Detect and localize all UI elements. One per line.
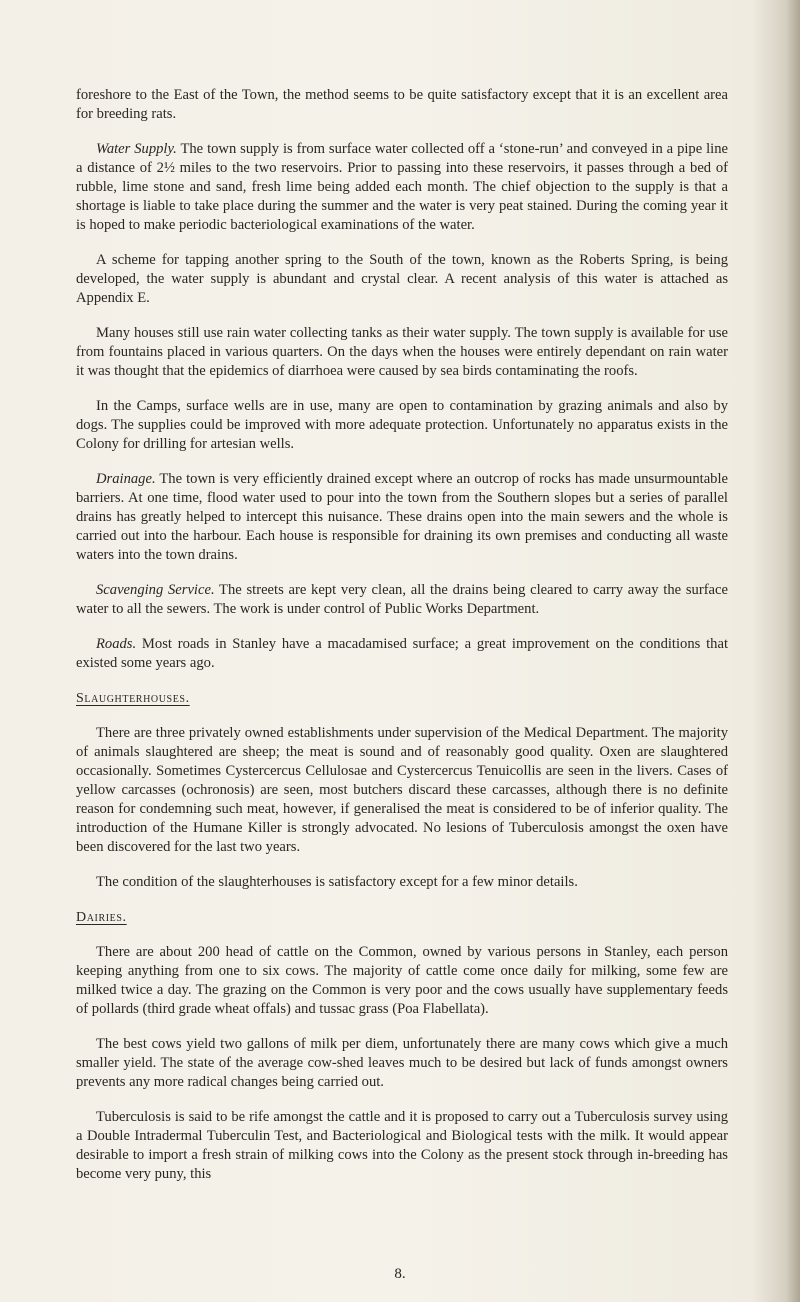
drainage-text: The town is very efficiently drained except where an outcrop of rocks has made unsurmountable barriers. At one time, flood water used to pour into the town from the Southern slopes but a series of parallel drains has greatly helped to intercept this nuisance. These drains open into the main sewers and the whole is carried out into the harbour. Each house is responsible for draining its own premises and conducting all waste waters into the town drains. [76, 471, 728, 563]
page-edge-shadow [786, 0, 800, 1302]
paragraph-dairies-1: There are about 200 head of cattle on the Common, owned by various persons in Stanley, each person keeping anything from one to six cows. The majority of cattle come once daily for milking, some few are milked twice a day. The grazing on the Common is very poor and the cows usually have supplementary feeds of pollards (third grade wheat offals) and tussac grass (Poa Flabellata). [76, 944, 728, 1017]
paragraph-dairies-3: Tuberculosis is said to be rife amongst the cattle and it is proposed to carry out a Tuberculosis survey using a Double Intradermal Tuberculin Test, and Bacteriological and Biological tests with the milk. It would appear desirable to import a fresh strain of milking cows into the Colony as the present stock through in-breeding has become very puny, this [76, 1109, 728, 1182]
paragraph-camps-wells: In the Camps, surface wells are in use, many are open to contamination by grazing animals and also by dogs. The supplies could be improved with more adequate protection. Unfortunately no apparatus exists in the Colony for drilling for artesian wells. [76, 398, 728, 452]
document-body [76, 86, 728, 1184]
page-number: 8. [394, 1266, 406, 1282]
paragraph-slaughterhouses-1: There are three privately owned establishments under supervision of the Medical Department. The majority of animals slaughtered are sheep; the meat is sound and of reasonably good quality. Oxen are slaughtered occasionally. Sometimes Cystercercus Cellulosae and Cystercercus Tenuicollis are seen in the livers. Cases of yellow carcasses (ochronosis) are seen, most butchers discard these carcasses, although there is no definite reason for condemning such meat, however, if generalised the meat is considered to be of inferior quality. The introduction of the Humane Killer is strongly advocated. No lesions of Tuberculosis amongst the oxen have been discovered for the last two years. [76, 725, 728, 855]
heading-slaughterhouses: Slaughterhouses. [76, 691, 190, 706]
paragraph-drainage [76, 470, 728, 565]
section-lead-water-supply: Water Supply. [96, 141, 177, 157]
paragraph-water-supply [76, 140, 728, 235]
section-lead-drainage: Drainage. [96, 471, 156, 487]
section-lead-scavenging: Scavenging Service. [96, 582, 215, 598]
paragraph-roads [76, 635, 728, 673]
paragraph-slaughterhouses-2: The condition of the slaughterhouses is satisfactory except for a few minor details. [96, 874, 578, 890]
paragraph-scavenging [76, 581, 728, 619]
water-supply-text: The town supply is from surface water collected off a ‘stone-run’ and conveyed in a pipe line a distance of 2½ miles to the two reservoirs. Prior to passing into these reservoirs, it passes through a bed of rubble, lime stone and sand, fresh lime being added each month. The chief objection to the supply is that a shortage is liable to take place during the summer and the water is very peat stained. During the coming year it is hoped to make periodic bacteriological examinations of the water. [76, 141, 728, 233]
paragraph-foreshore: foreshore to the East of the Town, the method seems to be quite satisfactory except that it is an excellent area for breeding rats. [76, 87, 728, 122]
paragraph-rain-water: Many houses still use rain water collecting tanks as their water supply. The town supply is available for use from fountains placed in various quarters. On the days when the houses were entirely dependant on rain water it was thought that the epidemics of diarrhoea were caused by sea birds contaminating the roofs. [76, 325, 728, 379]
paragraph-dairies-2: The best cows yield two gallons of milk per diem, unfortunately there are many cows which give a much smaller yield. The state of the average cow-shed leaves much to be desired but lack of funds amongst owners prevents any more radical changes being carried out. [76, 1036, 728, 1090]
section-lead-roads: Roads. [96, 636, 137, 652]
roads-text: Most roads in Stanley have a macadamised surface; a great improvement on the conditions that existed some years ago. [76, 636, 728, 671]
heading-dairies: Dairies. [76, 910, 127, 925]
paragraph-roberts-spring: A scheme for tapping another spring to the South of the town, known as the Roberts Spring, is being developed, the water supply is abundant and crystal clear. A recent analysis of this water is attached as Appendix E. [76, 252, 728, 306]
scavenging-text: The streets are kept very clean, all the drains being cleared to carry away the surface water to all the sewers. The work is under control of Public Works Department. [76, 582, 728, 617]
